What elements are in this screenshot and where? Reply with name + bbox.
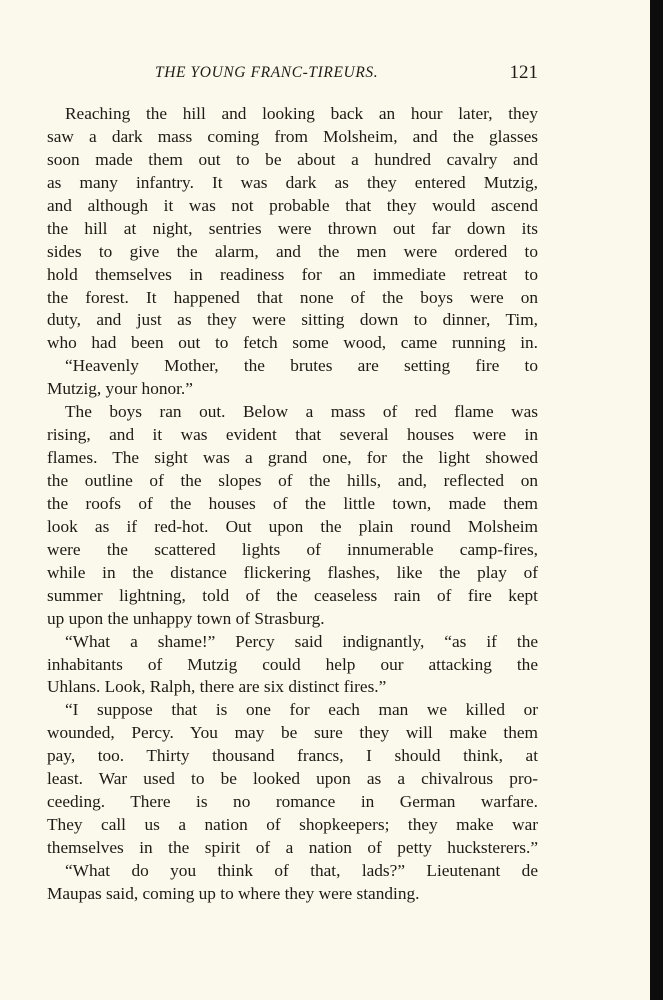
text-line: The boys ran out. Below a mass of red flame was — [65, 402, 538, 422]
text-line: and although it was not probable that they would ascend — [47, 195, 538, 215]
text-line: the outline of the slopes of the hills, and, reflected on — [47, 471, 538, 490]
text-line: pay, too. Thirty thousand francs, I should think, at — [47, 746, 538, 766]
text-line: Reaching the hill and looking back an hour later, they — [65, 104, 538, 123]
text-line: Maupas said, coming up to where they were standing. — [47, 883, 420, 903]
text-line: the forest. It happened that none of the boys were on — [47, 287, 538, 307]
text-line: least. War used to be looked upon as a chivalrous pro- — [47, 769, 538, 789]
text-line: “I suppose that is one for each man we killed or — [65, 700, 538, 720]
page-number: 121 — [509, 62, 538, 83]
text-line: look as if red-hot. Out upon the plain round Molsheim — [47, 516, 538, 536]
text-line: rising, and it was evident that several houses were in — [47, 425, 538, 445]
page-header — [47, 62, 540, 86]
text-line: duty, and just as they were sitting down to dinner, Tim, — [47, 310, 538, 330]
text-line: flames. The sight was a grand one, for the light showed — [47, 448, 538, 468]
text-line: They call us a nation of shopkeepers; they make war — [47, 815, 538, 835]
running-title: THE YOUNG FRANC-TIREURS. — [155, 64, 379, 81]
text-line: “What a shame!” Percy said indignantly, “as if the — [65, 631, 538, 651]
text-line: the hill at night, sentries were thrown out far down its — [47, 218, 538, 238]
text-line: sides to give the alarm, and the men were ordered to — [47, 241, 538, 261]
text-line: wounded, Percy. You may be sure they will make them — [47, 723, 538, 743]
text-line: ceeding. There is no romance in German warfare. — [47, 792, 538, 812]
text-line: themselves in the spirit of a nation of petty hucksterers.” — [47, 838, 538, 857]
text-line: up upon the unhappy town of Strasburg. — [47, 608, 325, 628]
text-line: summer lightning, told of the ceaseless rain of fire kept — [47, 585, 538, 605]
text-line: soon made them out to be about a hundred cavalry and — [47, 149, 538, 169]
text-line: while in the distance flickering flashes, like the play of — [47, 562, 538, 582]
text-line: were the scattered lights of innumerable camp-fires, — [47, 539, 538, 559]
body-text — [47, 103, 538, 906]
text-line: as many infantry. It was dark as they entered Mutzig, — [47, 172, 538, 192]
text-line: who had been out to fetch some wood, came running in. — [47, 333, 538, 353]
text-line: Mutzig, your honor.” — [47, 379, 193, 399]
scan-edge — [650, 0, 663, 1000]
text-line: “What do you think of that, lads?” Lieutenant de — [65, 860, 538, 880]
text-line: the roofs of the houses of the little town, made them — [47, 493, 538, 513]
text-line: Uhlans. Look, Ralph, there are six distinct fires.” — [47, 677, 387, 697]
text-line: “Heavenly Mother, the brutes are setting fire to — [65, 356, 538, 376]
text-line: hold themselves in readiness for an immediate retreat to — [47, 264, 538, 284]
text-line: inhabitants of Mutzig could help our attacking the — [47, 654, 538, 674]
text-line: saw a dark mass coming from Molsheim, and the glasses — [47, 126, 538, 146]
